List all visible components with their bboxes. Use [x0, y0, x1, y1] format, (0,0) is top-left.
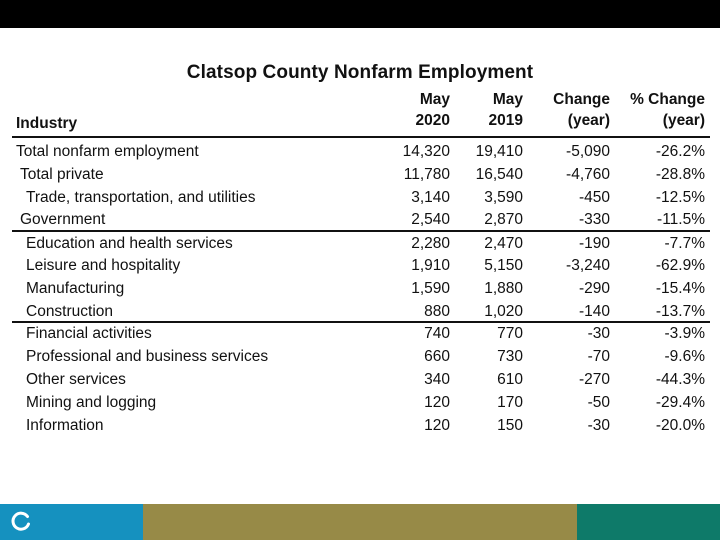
row-change: -450	[578, 189, 610, 206]
table-row	[0, 345, 720, 368]
row-pct-change: -62.9%	[655, 257, 705, 274]
row-change: -290	[578, 280, 610, 297]
row-industry: Trade, transportation, and utilities	[26, 189, 256, 206]
row-industry: Manufacturing	[26, 280, 125, 297]
table-row	[0, 391, 720, 414]
row-pct-change: -3.9%	[664, 325, 705, 342]
row-industry: Education and health services	[26, 235, 233, 252]
header-change-line1: Change	[553, 91, 610, 108]
table-row	[0, 208, 720, 231]
header-divider	[12, 136, 710, 138]
footer-teal-block	[577, 504, 720, 540]
row-change: -30	[587, 417, 610, 434]
row-industry: Leisure and hospitality	[26, 257, 181, 274]
row-may2020: 740	[424, 325, 450, 342]
row-industry: Government	[20, 211, 106, 228]
row-may2019: 610	[497, 371, 523, 388]
table-row	[0, 368, 720, 391]
header-industry	[16, 113, 77, 134]
row-change: -30	[587, 325, 610, 342]
row-pct-change: -12.5%	[655, 189, 705, 206]
row-may2020: 120	[424, 417, 450, 434]
row-pct-change: -28.8%	[655, 166, 705, 183]
row-may2019: 2,470	[484, 235, 523, 252]
row-industry: Mining and logging	[26, 394, 157, 411]
row-may2020: 660	[424, 348, 450, 365]
footer-bar	[0, 504, 720, 540]
row-may2020: 1,590	[411, 280, 450, 297]
row-industry: Information	[26, 417, 104, 434]
row-change: -4,760	[566, 166, 610, 183]
row-may2019: 1,020	[484, 303, 523, 320]
table-row	[0, 300, 720, 323]
header-pct-change-line1: % Change	[630, 91, 705, 108]
row-industry: Construction	[26, 303, 114, 320]
circle-logo-icon	[9, 510, 33, 534]
row-change: -50	[587, 394, 610, 411]
row-change: -270	[578, 371, 610, 388]
row-may2020: 14,320	[402, 143, 450, 160]
row-pct-change: -9.6%	[664, 348, 705, 365]
row-change: -3,240	[566, 257, 610, 274]
row-may2019: 5,150	[484, 257, 523, 274]
row-change: -190	[578, 235, 610, 252]
row-pct-change: -26.2%	[655, 143, 705, 160]
header-may-2019-line2: 2019	[488, 112, 523, 129]
row-may2020: 340	[424, 371, 450, 388]
row-change: -70	[587, 348, 610, 365]
row-may2020: 120	[424, 394, 450, 411]
table-row	[0, 186, 720, 209]
footer-blue-block	[0, 504, 143, 540]
header-pct-change	[630, 89, 705, 131]
row-may2020: 880	[424, 303, 450, 320]
row-may2019: 170	[497, 394, 523, 411]
table-row	[0, 232, 720, 255]
header-may-2020	[416, 89, 450, 131]
header-industry-label: Industry	[16, 115, 78, 132]
row-industry: Other services	[26, 371, 126, 388]
row-pct-change: -13.7%	[655, 303, 705, 320]
header-may-2019-line1: May	[492, 91, 523, 108]
row-change: -5,090	[566, 143, 610, 160]
row-industry: Total nonfarm employment	[16, 143, 199, 160]
row-pct-change: -15.4%	[655, 280, 705, 297]
row-industry: Professional and business services	[26, 348, 269, 365]
row-may2019: 16,540	[475, 166, 523, 183]
row-may2019: 150	[497, 417, 523, 434]
table-row	[0, 277, 720, 300]
header-change	[553, 89, 610, 131]
row-may2020: 2,280	[411, 235, 450, 252]
table-row	[0, 414, 720, 437]
header-may-2020-line1: May	[419, 91, 450, 108]
footer-gold-block	[143, 504, 577, 540]
row-pct-change: -44.3%	[655, 371, 705, 388]
header-change-line2: (year)	[567, 112, 610, 129]
row-pct-change: -29.4%	[655, 394, 705, 411]
top-black-bar	[0, 0, 720, 28]
row-may2019: 2,870	[484, 211, 523, 228]
row-may2020: 2,540	[411, 211, 450, 228]
row-may2019: 19,410	[475, 143, 523, 160]
row-may2020: 1,910	[411, 257, 450, 274]
table-row	[0, 254, 720, 277]
table-row	[0, 163, 720, 186]
row-may2019: 1,880	[484, 280, 523, 297]
row-pct-change: -11.5%	[657, 211, 705, 228]
row-may2019: 3,590	[484, 189, 523, 206]
row-industry: Financial activities	[26, 325, 152, 342]
table-row	[0, 140, 720, 163]
table-title: Clatsop County Nonfarm Employment	[186, 62, 534, 83]
row-change: -330	[578, 211, 610, 228]
row-may2019: 770	[497, 325, 523, 342]
row-may2019: 730	[497, 348, 523, 365]
row-may2020: 11,780	[403, 166, 450, 183]
header-pct-change-line2: (year)	[662, 112, 705, 129]
row-pct-change: -20.0%	[655, 417, 705, 434]
row-pct-change: -7.7%	[664, 235, 705, 252]
row-industry: Total private	[20, 166, 104, 183]
header-may-2020-line2: 2020	[415, 112, 450, 129]
row-change: -140	[578, 303, 610, 320]
table-row	[0, 322, 720, 345]
row-may2020: 3,140	[411, 189, 450, 206]
header-may-2019	[489, 89, 523, 131]
